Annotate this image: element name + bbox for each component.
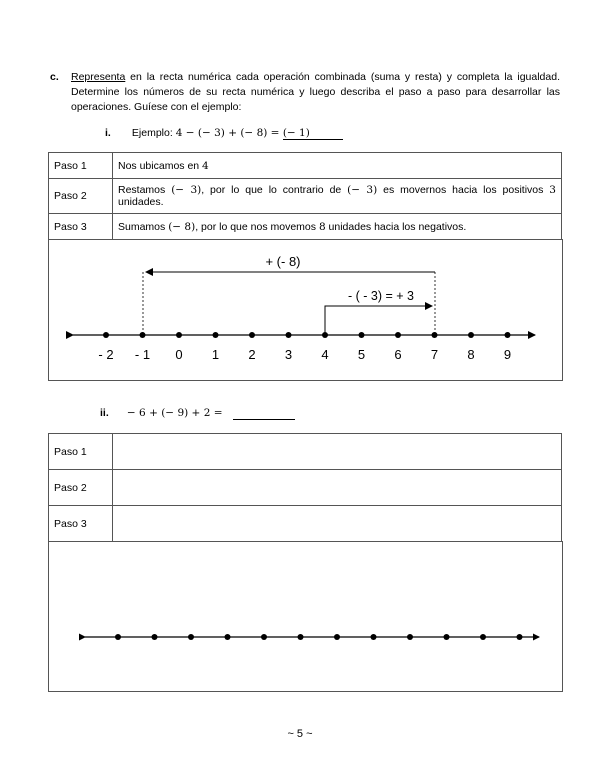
- step-label: Paso 1: [49, 434, 113, 470]
- table-row: [49, 506, 562, 542]
- example-label: Ejemplo:: [131, 127, 173, 139]
- tick-label: 9: [503, 347, 512, 362]
- step-label: Paso 2: [49, 470, 113, 506]
- step-description: Nos ubicamos en 4: [113, 153, 562, 179]
- tick-label: 2: [248, 347, 256, 362]
- table-row: [49, 179, 562, 214]
- number-line-dot: [517, 634, 523, 640]
- tick-label: - 2: [98, 347, 114, 362]
- arrow-minus-minus-3-label: - ( - 3) = + 3: [348, 289, 414, 303]
- arrow-plus-minus-8-label: + (- 8): [265, 254, 301, 269]
- number-line-dot: [480, 634, 486, 640]
- exercise-answer-blank[interactable]: [233, 407, 295, 420]
- number-line-dot: [115, 634, 121, 640]
- step-label: Paso 3: [49, 506, 113, 542]
- step-answer-cell[interactable]: [113, 470, 562, 506]
- tick-label: 4: [321, 347, 329, 362]
- number-line-dot: [444, 634, 450, 640]
- number-line-dot: [152, 634, 158, 640]
- number-line-dot: [468, 332, 474, 338]
- instruction-text: [71, 70, 560, 115]
- number-line-dot: [334, 634, 340, 640]
- example-steps-table: [48, 152, 562, 240]
- exercise-steps-table: [48, 433, 562, 542]
- tick-label: 1: [211, 347, 220, 362]
- step-label: Paso 2: [49, 179, 113, 214]
- tick-label: 8: [467, 347, 475, 362]
- number-line-dot: [103, 332, 109, 338]
- number-line-dot: [140, 332, 146, 338]
- number-line-dot: [213, 332, 219, 338]
- example-line: [105, 127, 343, 140]
- step-description: Restamos (− 3), por lo que lo contrario de (− 3) es movernos hacia los positivos 3 unidades.: [113, 179, 562, 214]
- tick-label: 7: [430, 347, 439, 362]
- number-line-dot: [505, 332, 511, 338]
- instruction: [50, 70, 560, 115]
- number-line-dot: [432, 332, 438, 338]
- example-expression: 4 − (− 3) + (− 8) =: [175, 127, 283, 139]
- step-label: Paso 3: [49, 214, 113, 240]
- tick-label: 3: [284, 347, 293, 362]
- instruction-marker: c.: [50, 71, 59, 83]
- tick-label: 0: [175, 347, 183, 362]
- exercise-expression: − 6 + (− 9) + 2 =: [126, 407, 223, 419]
- number-line-dot: [176, 332, 182, 338]
- exercise-number: ii.: [100, 407, 109, 419]
- step-description: Sumamos (− 8), por lo que nos movemos 8 unidades hacia los negativos.: [113, 214, 562, 240]
- step-answer-cell[interactable]: [113, 434, 562, 470]
- example-answer: (− 1): [283, 127, 343, 140]
- number-line-dot: [249, 332, 255, 338]
- tick-label: - 1: [134, 347, 151, 362]
- table-row: [49, 214, 562, 240]
- instruction-body: en la recta numérica cada operación combinada (suma y resta) y completa la igualdad. Determine los números de su recta numérica y luego describa el paso a paso para desarrollar las operaciones. Guíese con el ejemplo:: [71, 71, 560, 113]
- number-line-dot: [371, 634, 377, 640]
- example-number-line: [49, 239, 562, 380]
- number-line-dot: [298, 634, 304, 640]
- step-label: Paso 1: [49, 153, 113, 179]
- example-number: i.: [105, 127, 111, 139]
- example-number-line-box: [48, 239, 563, 381]
- exercise-number-line-box[interactable]: [48, 541, 563, 692]
- page-number: ~ 5 ~: [287, 728, 313, 740]
- number-line-dot: [286, 332, 292, 338]
- instruction-keyword: Representa: [71, 71, 126, 83]
- number-line-dot: [395, 332, 401, 338]
- arrow-minus-minus-3: [325, 306, 432, 335]
- exercise-number-line: [49, 541, 562, 691]
- number-line-dot: [261, 634, 267, 640]
- table-row: [49, 153, 562, 179]
- tick-label: 5: [357, 347, 366, 362]
- table-row: [49, 434, 562, 470]
- exercise-line: [100, 407, 295, 420]
- number-line-dot: [225, 634, 231, 640]
- step-answer-cell[interactable]: [113, 506, 562, 542]
- tick-label: 6: [394, 347, 402, 362]
- number-line-dot: [359, 332, 365, 338]
- table-row: [49, 470, 562, 506]
- number-line-dot: [188, 634, 194, 640]
- number-line-dot: [407, 634, 413, 640]
